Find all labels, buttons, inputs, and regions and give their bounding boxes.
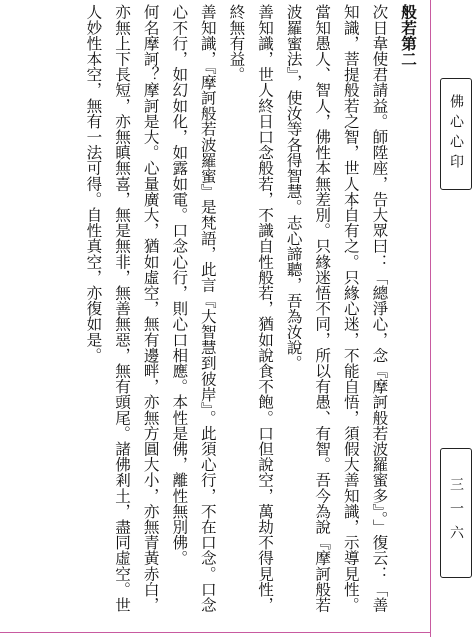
page-number-tab (440, 448, 472, 578)
page-bottom-rule (0, 632, 430, 633)
vertical-text-body (2, 4, 422, 626)
paragraph-4: 何名摩訶？摩訶是大。心量廣大，猶如虛空，無有邊畔，亦無方圓大小，亦無青黃赤白，亦無上下長短，亦無瞋無喜，無是無非，無善無惡，無有頭尾。諸佛剎土，盡同虛空。世人妙性本空，無有一法可得。自性真空，亦復如是。 (84, 4, 160, 613)
paragraph-1: 次日韋使君請益。師陞座，告大眾曰：「總淨心，念『摩訶般若波羅蜜多』。」復云：「善知識，菩提般若之智，世人本自有之。只緣心迷，不能自悟，須假大善知識，示導見性。當知愚人、智人，佛性本無差別。只緣迷悟不同，所以有愚、有智。吾今為說『摩訶般若波羅蜜法』，使汝等各得智慧。志心諦聽，吾為汝說。 (284, 4, 389, 613)
book-title-text: 佛心心印 (448, 94, 464, 174)
book-title-tab (440, 78, 472, 190)
page-margin-rule (430, 0, 431, 637)
paragraph-3: 善知識，『摩訶般若波羅蜜』是梵語，此言『大智慧到彼岸』。此須心行，不在口念。口念心不行，如幻如化，如露如電。口念心行，則心口相應。本性是佛，離性無別佛。 (170, 4, 217, 613)
chapter-heading: 般若第二 (399, 4, 418, 67)
page-number-text: 三一六 (448, 477, 464, 549)
paragraph-2: 善知識，世人終日口念般若，不識自性般若，猶如說食不飽。口但說空，萬劫不得見性，終無有益。 (227, 4, 275, 613)
